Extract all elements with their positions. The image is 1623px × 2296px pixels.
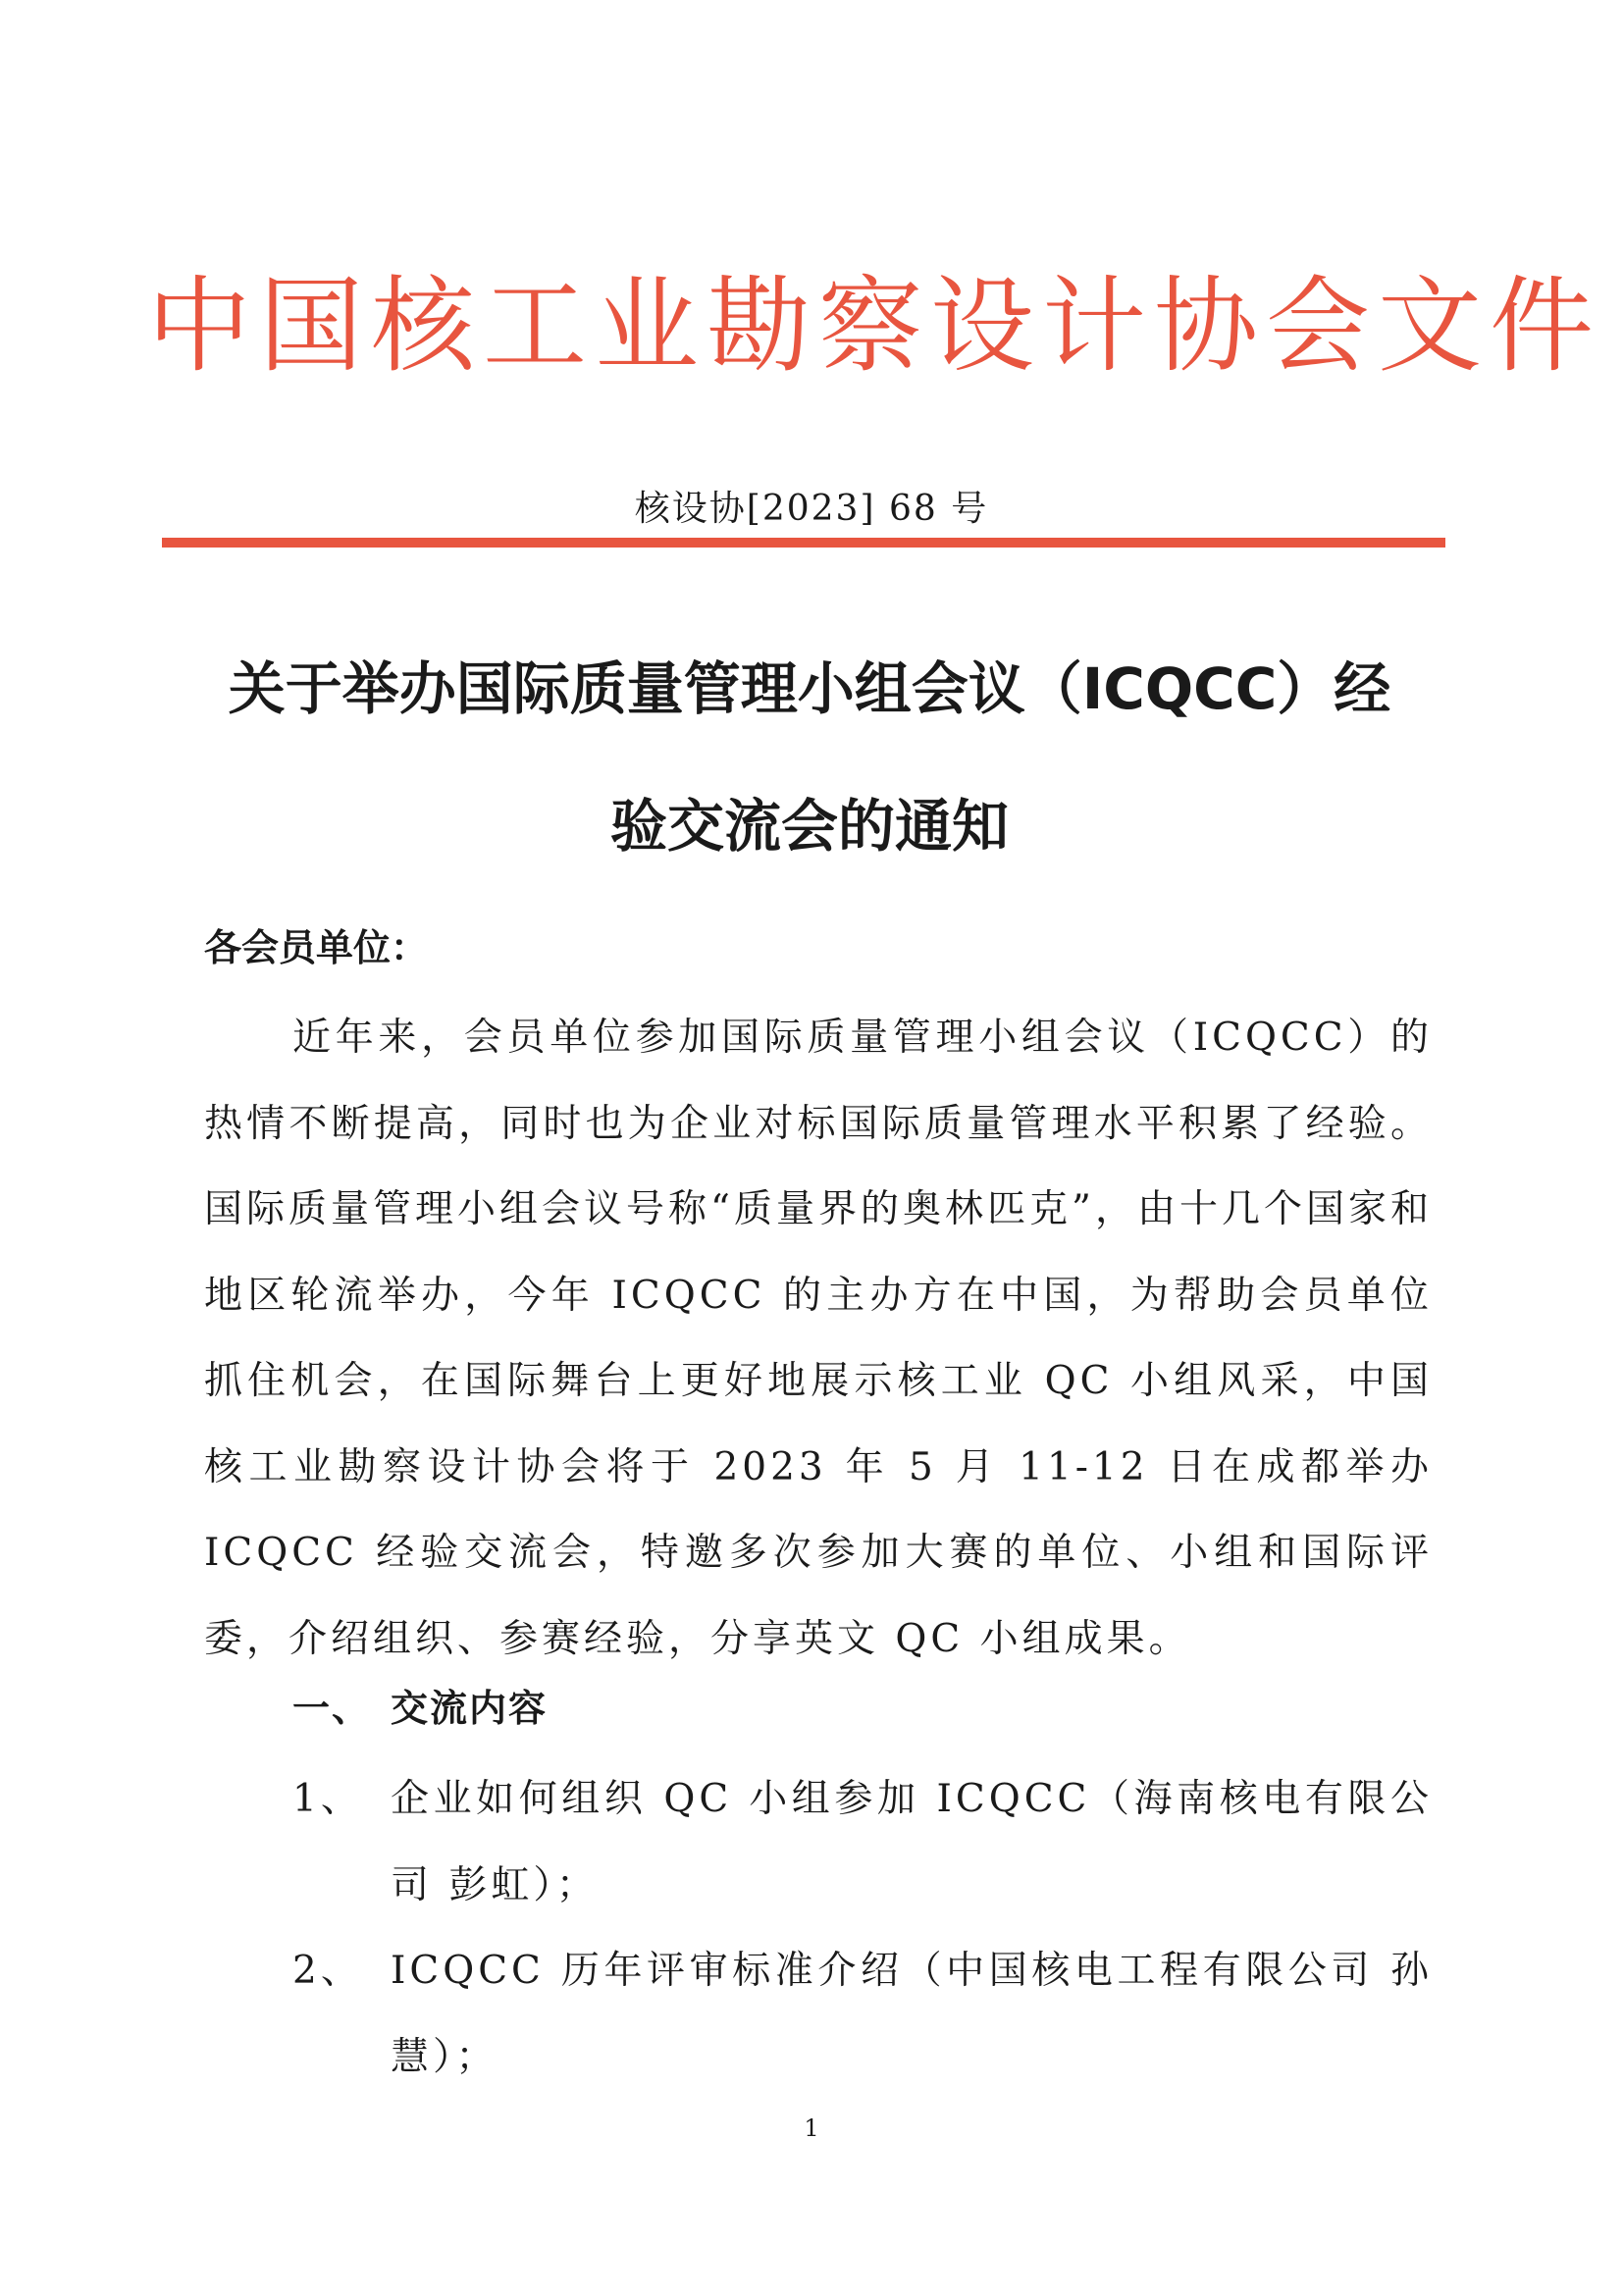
document-number: 核设协[2023] 68 号 bbox=[634, 489, 989, 529]
salutation: 各会员单位： bbox=[204, 926, 429, 969]
page-number: 1 bbox=[804, 2114, 819, 2142]
section-number: 一、 bbox=[292, 1687, 372, 1730]
section-title: 交流内容 bbox=[391, 1687, 549, 1730]
list-item-text: ICQCC 历年评审标准介绍（中国核电工程有限公司 孙慧）； bbox=[391, 1949, 1433, 2079]
notice-title-line-1: 关于举办国际质量管理小组会议（ICQCC）经 bbox=[228, 655, 1391, 722]
body-paragraph: 近年来，会员单位参加国际质量管理小组会议（ICQCC）的热情不断提高，同时也为企业对标国际质量管理水平积累了经验。国际质量管理小组会议号称“质量界的奥林匹克”，由十几个国家和地区轮流举办，今年 ICQCC 的主办方在中国，为帮助会员单位抓住机会，在国际舞台上更好地展示核工业 QC 小组风采，中国核工业勘察设计协会将于 2023 年 5 月 11-12 日在成都举办 ICQCC 经验交流会，特邀多次参加大赛的单位、小组和国际评委，介绍组织、参赛经验，分享英文 QC 小组成果。 bbox=[204, 1016, 1433, 1661]
masthead-divider bbox=[162, 538, 1445, 548]
list-item bbox=[292, 1928, 1433, 2100]
list-item-number: 2、 bbox=[292, 1949, 363, 1993]
list-item-number: 1、 bbox=[292, 1777, 363, 1821]
masthead-title: 中国核工业勘察设计协会文件 bbox=[147, 266, 1601, 387]
notice-title-line-2: 验交流会的通知 bbox=[609, 793, 1009, 860]
list-item bbox=[292, 1756, 1433, 1928]
list-item-text: 企业如何组织 QC 小组参加 ICQCC（海南核电有限公司 彭虹）； bbox=[391, 1777, 1433, 1907]
section-heading bbox=[292, 1678, 548, 1732]
